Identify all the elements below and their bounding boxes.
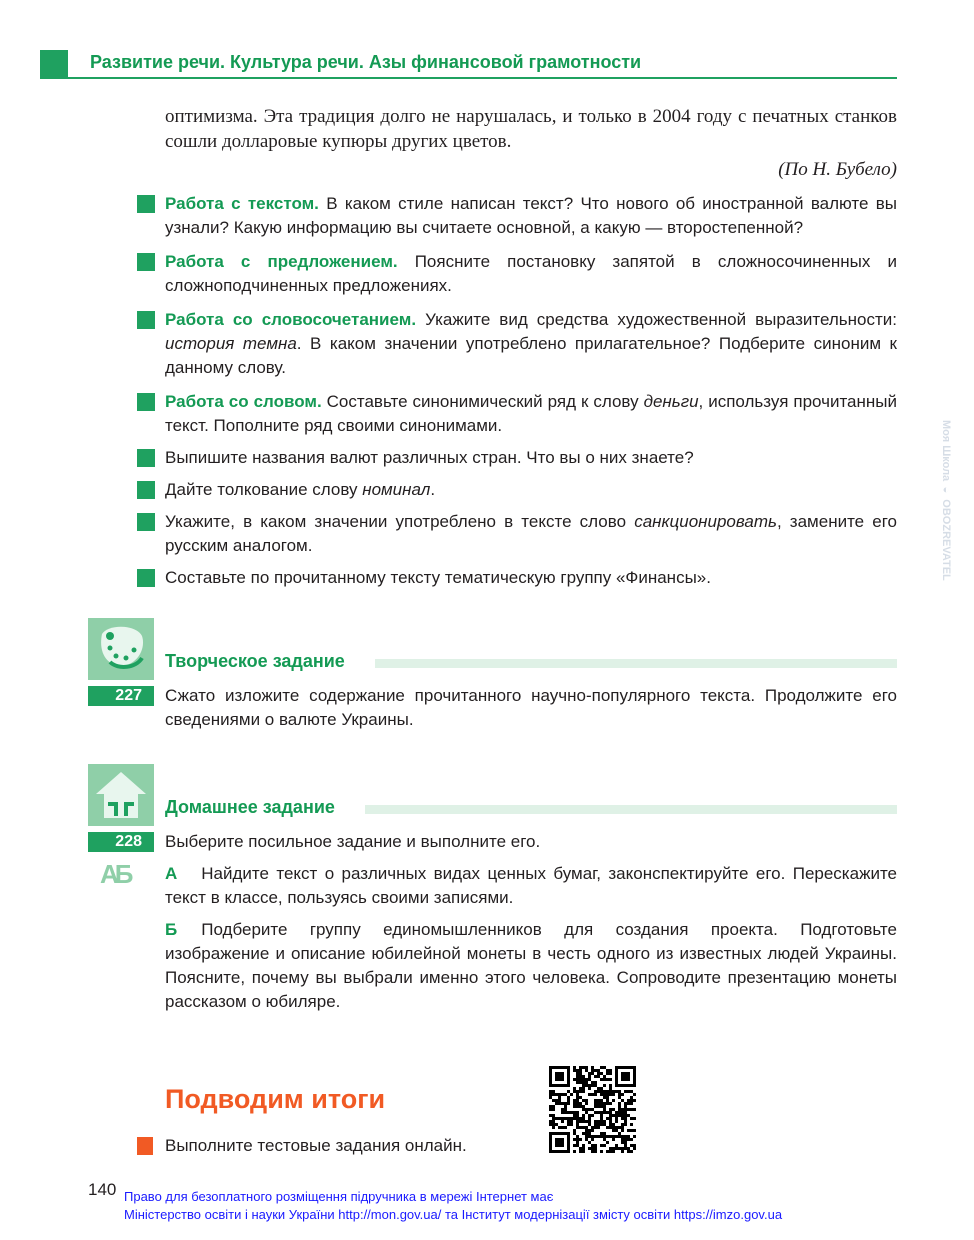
page-header-title: Развитие речи. Культура речи. Азы финансовой грамотности bbox=[90, 52, 642, 72]
task-bullet bbox=[137, 253, 155, 271]
homework-divider bbox=[365, 805, 897, 814]
task-number-228: 228 bbox=[88, 832, 154, 852]
homework-title: Домашнее задание bbox=[165, 797, 335, 817]
task-item: Составьте по прочитанному тексту тематическую группу «Финансы». bbox=[165, 566, 897, 590]
task-bullet bbox=[137, 311, 155, 329]
header-divider bbox=[40, 77, 897, 79]
summary-bullet bbox=[137, 1137, 153, 1155]
qr-code[interactable] bbox=[549, 1066, 637, 1154]
homework-text: Выберите посильное задание и выполните его. bbox=[165, 832, 541, 851]
intro-text: оптимизма. Эта традиция долго не нарушалась, и только в 2004 году с печатных станков сошли долларовые купюры других цветов. bbox=[165, 106, 897, 152]
task-bullet bbox=[137, 481, 155, 499]
task-item: Работа с текстом. В каком стиле написан текст? Что нового об иностранной валюте вы узнали? Какую информацию вы считаете основной, а какую — второстепенной? bbox=[165, 192, 897, 240]
homework-body bbox=[115, 830, 897, 854]
summary-title: Подводим итоги bbox=[165, 1084, 386, 1114]
watermark: Моя Школа ◐ OBOZREVATEL bbox=[940, 420, 952, 581]
attribution: (По Н. Бубело) bbox=[778, 159, 897, 180]
main-content bbox=[100, 104, 898, 1014]
footer-line-2: Міністерство освіти і науки України http://mon.gov.ua/ та Інститут модернізації змісту освіти https://imzo.gov.ua bbox=[124, 1207, 783, 1222]
creative-section bbox=[115, 618, 897, 732]
ab-icon: АБ bbox=[100, 859, 130, 889]
creative-title: Творческое задание bbox=[165, 651, 345, 671]
homework-option-b: Б Подберите группу единомышленников для создания проекта. Подготовьте изображение и описание юбилейной монеты в честь одного из известных людей Украины. Поясните, почему вы выбрали именно этого человека. Сопроводите презентацию монеты рассказом о юбиляре. bbox=[165, 920, 897, 1011]
task-item: Дайте толкование слову номинал. bbox=[165, 478, 897, 502]
task-number-227: 227 bbox=[88, 686, 154, 706]
task-item: Укажите, в каком значении употреблено в тексте слово санкционировать, замените его русским аналогом. bbox=[165, 510, 897, 558]
footer-line-1: Право для безоплатного розміщення підручника в мережі Інтернет має bbox=[124, 1189, 554, 1204]
task-bullet bbox=[137, 569, 155, 587]
page-number: 140 bbox=[88, 1180, 117, 1199]
task-bullet bbox=[137, 513, 155, 531]
task-item: Работа со словом. Составьте синонимический ряд к слову деньги, используя прочитанный текст. Пополните ряд своими синонимами. bbox=[165, 390, 897, 438]
homework-option-a: АБ А Найдите текст о различных видах ценных бумаг, законспектируйте его. Перескажите текст в классе, пользуясь своими записями. bbox=[100, 859, 897, 907]
homework-section bbox=[100, 764, 897, 1014]
task-item: Выпишите названия валют различных стран. Что вы о них знаете? bbox=[165, 446, 897, 470]
palette-icon bbox=[88, 618, 154, 680]
task-bullet bbox=[137, 195, 155, 213]
creative-body bbox=[115, 684, 897, 732]
task-bullet bbox=[137, 393, 155, 411]
task-item: Работа с предложением. Поясните постановку запятой в сложносочиненных и сложноподчиненных предложениях. bbox=[165, 250, 897, 298]
summary-task: Выполните тестовые задания онлайн. bbox=[165, 1136, 467, 1155]
house-icon bbox=[88, 764, 154, 826]
header-marker bbox=[40, 50, 68, 78]
creative-text: Сжато изложите содержание прочитанного научно-популярного текста. Продолжите его сведениями о валюте Украины. bbox=[165, 686, 897, 729]
creative-divider bbox=[375, 659, 897, 668]
task-item: Работа со словосочетанием. Укажите вид средства художественной выразительности: история темна. В каком значении употреблено прилагательное? Подберите синоним к данному слову. bbox=[165, 308, 897, 380]
task-bullet bbox=[137, 449, 155, 467]
task-list bbox=[165, 192, 897, 590]
